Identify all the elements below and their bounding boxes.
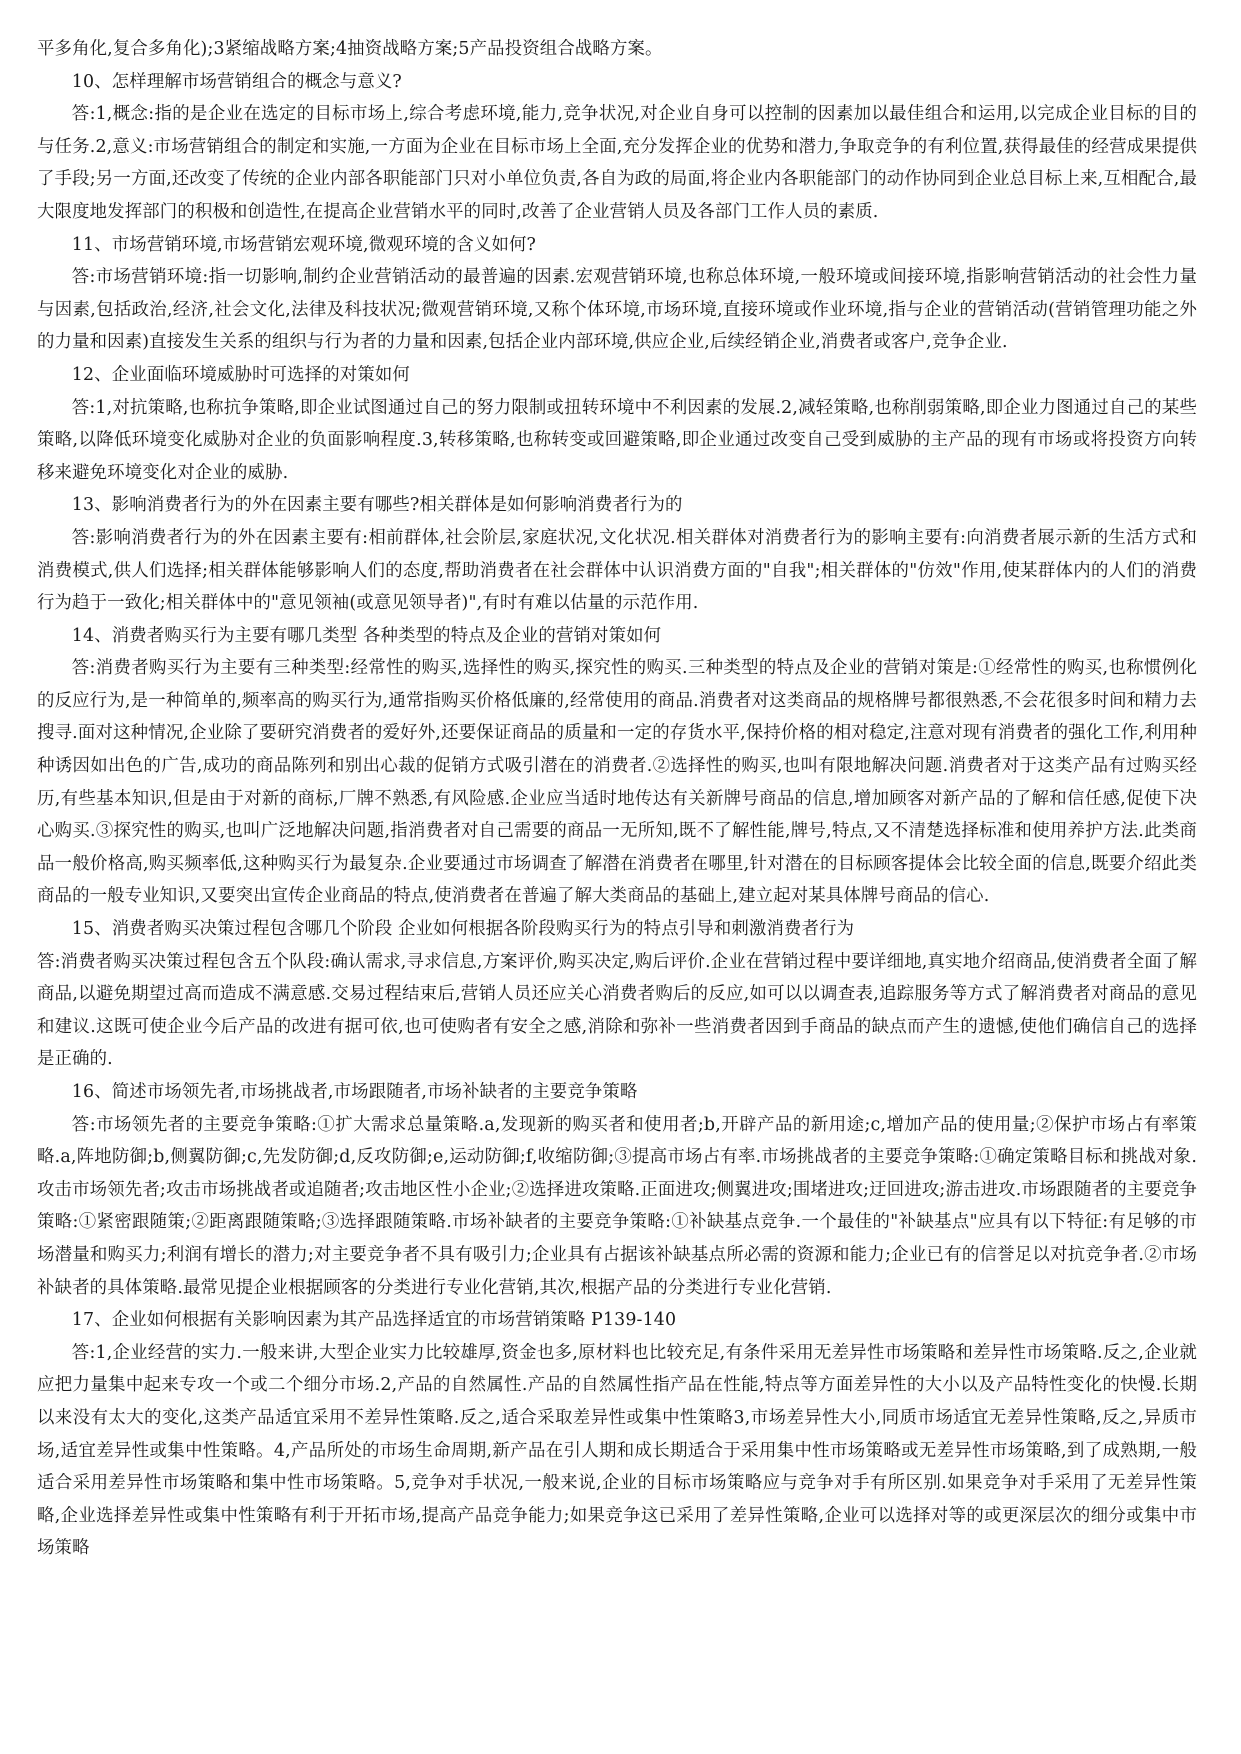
- document-page: [37, 33, 1197, 1565]
- answer-14: 答:消费者购买行为主要有三种类型:经常性的购买,选择性的购买,探究性的购买.三种类型的特点及企业的营销对策是:①经常性的购买,也称惯例化的反应行为,是一种简单的,频率高的购买行为,通常指购买价格低廉的,经常使用的商品.消费者对这类商品的规格牌号都很熟悉,不会花很多时间和精力去搜寻.面对这种情况,企业除了要研究消费者的爱好外,还要保证商品的质量和一定的存货水平,保持价格的相对稳定,注意对现有消费者的强化工作,利用种种诱因如出色的广告,成功的商品陈列和别出心裁的促销方式吸引潜在的消费者.②选择性的购买,也叫有限地解决问题.消费者对于这类产品有过购买经历,有些基本知识,但是由于对新的商标,厂牌不熟悉,有风险感.企业应当适时地传达有关新牌号商品的信息,增加顾客对新产品的了解和信任感,促使下决心购买.③探究性的购买,也叫广泛地解决问题,指消费者对自己需要的商品一无所知,既不了解性能,牌号,特点,又不清楚选择标准和使用养护方法.此类商品一般价格高,购买频率低,这种购买行为最复杂.企业要通过市场调查了解潜在消费者在哪里,针对潜在的目标顾客提体会比较全面的信息,既要介绍此类商品的一般专业知识,又要突出宣传企业商品的特点,使消费者在普遍了解大类商品的基础上,建立起对某具体牌号商品的信心.: [37, 658, 1197, 907]
- answer-10: 答:1,概念:指的是企业在选定的目标市场上,综合考虑环境,能力,竞争状况,对企业自身可以控制的因素加以最佳组合和运用,以完成企业目标的目的与任务.2,意义:市场营销组合的制定和实施,一方面为企业在目标市场上全面,充分发挥企业的优势和潜力,争取竞争的有利位置,获得最佳的经营成果提供了手段;另一方面,还改变了传统的企业内部各职能部门只对小单位负责,各自为政的局面,将企业内各职能部门的动作协同到企业总目标上来,互相配合,最大限度地发挥部门的积极和创造性,在提高企业营销水平的同时,改善了企业营销人员及各部门工作人员的素质.: [37, 104, 1197, 222]
- answer-12: 答:1,对抗策略,也称抗争策略,即企业试图通过自己的努力限制或扭转环境中不利因素的发展.2,减轻策略,也称削弱策略,即企业力图通过自己的某些策略,以降低环境变化威胁对企业的负面影响程度.3,转移策略,也称转变或回避策略,即企业通过改变自己受到威胁的主产品的现有市场或将投资方向转移来避免环境变化对企业的威胁.: [37, 397, 1197, 483]
- question-14: 14、消费者购买行为主要有哪几类型 各种类型的特点及企业的营销对策如何: [71, 625, 662, 646]
- question-15: 15、消费者购买决策过程包含哪几个阶段 企业如何根据各阶段购买行为的特点引导和刺激消费者行为: [71, 919, 855, 940]
- question-17: 17、企业如何根据有关影响因素为其产品选择适宜的市场营销策略 P139-140: [71, 1310, 677, 1331]
- answer-11: 答:市场营销环境:指一切影响,制约企业营销活动的最普遍的因素.宏观营销环境,也称总体环境,一般环境或间接环境,指影响营销活动的社会性力量与因素,包括政治,经济,社会文化,法律及科技状况;微观营销环境,又称个体环境,市场环境,直接环境或作业环境,指与企业的营销活动(营销管理功能之外的力量和因素)直接发生关系的组织与行为者的力量和因素,包括企业内部环境,供应企业,后续经销企业,消费者或客户,竞争企业.: [37, 267, 1197, 353]
- question-16: 16、简述市场领先者,市场挑战者,市场跟随者,市场补缺者的主要竞争策略: [71, 1082, 638, 1102]
- lead-fragment: 平多角化,复合多角化);3紧缩战略方案;4抽资战略方案;5产品投资组合战略方案。: [37, 39, 663, 59]
- answer-15: 答:消费者购买决策过程包含五个队段:确认需求,寻求信息,方案评价,购买决定,购后评价.企业在营销过程中要详细地,真实地介绍商品,使消费者全面了解商品,以避免期望过高而造成不满意感.交易过程结束后,营销人员还应关心消费者购后的反应,如可以以调查表,追踪服务等方式了解消费者对商品的意见和建议.这既可使企业今后产品的改进有据可依,也可使购者有安全之感,消除和弥补一些消费者因到手商品的缺点而产生的遗憾,使他们确信自己的选择是正确的.: [37, 951, 1197, 1070]
- question-10: 10、怎样理解市场营销组合的概念与意义?: [71, 71, 402, 92]
- answer-17: 答:1,企业经营的实力.一般来讲,大型企业实力比较雄厚,资金也多,原材料也比较充足,有条件采用无差异性市场策略和差异性市场策略.反之,企业就应把力量集中起来专攻一个或二个细分市场.2,产品的自然属性.产品的自然属性指产品在性能,特点等方面差异性的大小以及产品特性变化的快慢.长期以来没有太大的变化,这类产品适宜采用不差异性策略.反之,适合采取差异性或集中性策略3,市场差异性大小,同质市场适宜无差异性策略,反之,异质市场,适宜差异性或集中性策略。4,产品所处的市场生命周期,新产品在引人期和成长期适合于采用集中性市场策略或无差异性市场策略,到了成熟期,一般适合采用差异性市场策略和集中性市场策略。5,竞争对手状况,一般来说,企业的目标市场策略应与竞争对手有所区别.如果竞争对手采用了无差异性策略,企业选择差异性或集中性策略有利于开拓市场,提高产品竞争能力;如果竞争这已采用了差异性策略,企业可以选择对等的或更深层次的细分或集中市场策略: [37, 1342, 1197, 1559]
- question-13: 13、影响消费者行为的外在因素主要有哪些?相关群体是如何影响消费者行为的: [71, 495, 683, 516]
- answer-13: 答:影响消费者行为的外在因素主要有:相前群体,社会阶层,家庭状况,文化状况.相关群体对消费者行为的影响主要有:向消费者展示新的生活方式和消费模式,供人们选择;相关群体能够影响人们的态度,帮助消费者在社会群体中认识消费方面的"自我";相关群体的"仿效"作用,使某群体内的人们的消费行为趋于一致化;相关群体中的"意见领袖(或意见领导者)",有时有难以估量的示范作用.: [37, 527, 1197, 614]
- question-12: 12、企业面临环境威胁时可选择的对策如何: [71, 364, 410, 385]
- question-11: 11、市场营销环境,市场营销宏观环境,微观环境的含义如何?: [71, 234, 537, 255]
- answer-16: 答:市场领先者的主要竞争策略:①扩大需求总量策略.a,发现新的购买者和使用者;b,开辟产品的新用途;c,增加产品的使用量;②保护市场占有率策略.a,阵地防御;b,侧翼防御;c,先发防御;d,反攻防御;e,运动防御;f,收缩防御;③提高市场占有率.市场挑战者的主要竞争策略:①确定策略目标和挑战对象.攻击市场领先者;攻击市场挑战者或追随者;攻击地区性小企业;②选择进攻策略.正面进攻;侧翼进攻;围堵进攻;迂回进攻;游击进攻.市场跟随者的主要竞争策略:①紧密跟随策;②距离跟随策略;③选择跟随策略.市场补缺者的主要竞争策略:①补缺基点竞争.一个最佳的"补缺基点"应具有以下特征:有足够的市场潜量和购买力;利润有增长的潜力;对主要竞争者不具有吸引力;企业具有占据该补缺基点所必需的资源和能力;企业已有的信誉足以对抗竞争者.②市场补缺者的具体策略.最常见提企业根据顾客的分类进行专业化营销,其次,根据产品的分类进行专业化营销.: [37, 1114, 1197, 1298]
